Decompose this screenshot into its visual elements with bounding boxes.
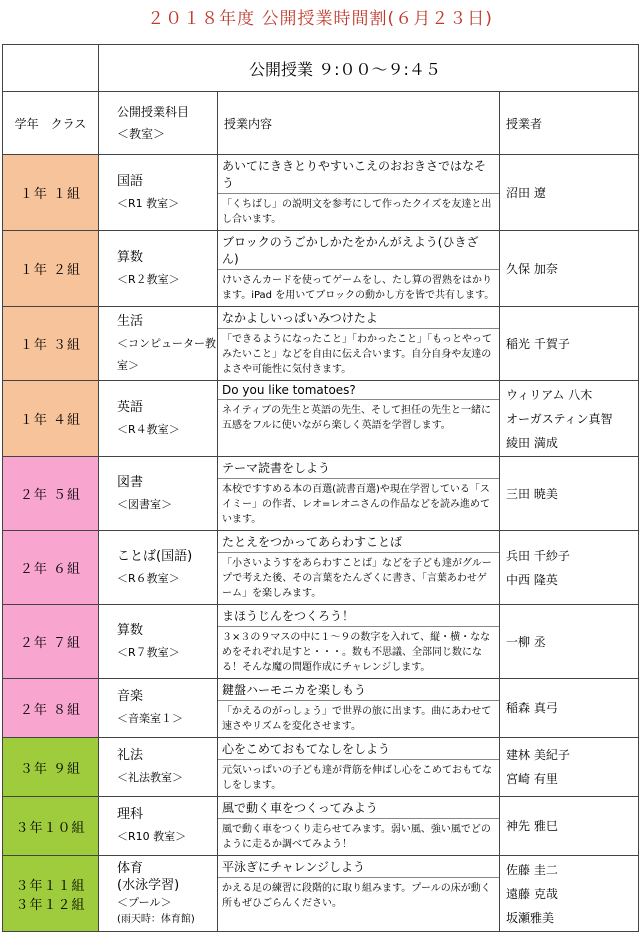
table-row — [3, 856, 639, 932]
lesson-title: 心をこめておもてなしをしよう — [218, 738, 499, 760]
grade-class: １年 １組 — [3, 155, 99, 231]
teacher-header: 授業者 — [500, 92, 639, 155]
content-cell — [218, 856, 500, 932]
content-cell — [218, 679, 500, 738]
lesson-desc: 「できるようになったこと」「わかったこと」「もっとやってみたいこと」などを自由に伝え合います。自分自身や友達のよさや可能性に気付きます。 — [222, 334, 492, 375]
subject-cell — [99, 605, 218, 679]
lesson-desc: 元気いっぱいの子ども達が背筋を伸ばし心をこめておもてなしをします。 — [222, 765, 492, 791]
subject-name: 音楽 — [117, 689, 144, 704]
teacher-name: 一柳 丞 — [506, 634, 546, 649]
room-name: ＜礼法教室＞ — [117, 771, 183, 784]
lesson-title: まほうじんをつくろう！ — [218, 605, 499, 627]
subject-cell — [99, 231, 218, 307]
room-name: ＜R1 教室＞ — [117, 196, 180, 210]
room-name: ＜R７教室＞ — [117, 645, 180, 659]
grade-class: ２年 ７組 — [3, 605, 99, 679]
teacher-cell — [500, 605, 639, 679]
room-note: (雨天時：体育館) — [117, 913, 195, 925]
subject-name: 理科 — [117, 807, 144, 822]
lesson-desc: 風で動く車をつくり走らせてみます。弱い風、強い風でどのように走るか調べてみよう！ — [222, 824, 491, 850]
teacher-name: 沼田 遼 — [506, 185, 546, 200]
subject-header-label: 公開授業科目 — [117, 105, 190, 119]
lesson-desc: けいさんカードを使ってゲームをし、たし算の習熟をはかります。iPad を用いてブロックの動かし方を皆で共有します。 — [222, 275, 495, 301]
table-row — [3, 231, 639, 307]
subject-cell — [99, 381, 218, 457]
subject-cell — [99, 797, 218, 856]
teacher-name: 遠藤 克哉 — [506, 886, 558, 901]
subject-name: 図書 — [117, 474, 144, 490]
lesson-title: 鍵盤ハーモニカを楽しもう — [218, 679, 499, 701]
table-row — [3, 381, 639, 457]
teacher-name: 稲光 千賀子 — [506, 336, 570, 351]
grade-class: ３年 ９組 — [3, 738, 99, 797]
teacher-name: オーガスティン真智 — [506, 411, 613, 426]
content-cell — [218, 531, 500, 605]
content-cell — [218, 457, 500, 531]
content-header: 授業内容 — [218, 92, 500, 155]
subject-cell — [99, 307, 218, 381]
teacher-name: 中西 隆英 — [506, 572, 558, 587]
teacher-name: 坂瀬雅美 — [506, 910, 555, 925]
teacher-cell — [500, 679, 639, 738]
room-name: ＜R６教室＞ — [117, 571, 180, 585]
subject-header — [99, 92, 218, 155]
grade-class: ３年１０組 — [3, 797, 99, 856]
subject-name-sub: (水泳学習) — [117, 877, 180, 893]
blank-cell — [3, 45, 99, 92]
lesson-title: あいてにききとりやすいこえのおおきさではなそう — [218, 155, 499, 194]
grade-class-line: ３年１１組 — [15, 878, 86, 894]
teacher-name: 稲森 真弓 — [506, 701, 558, 715]
lesson-title: ブロックのうごかしかたをかんがえよう(ひきざん) — [218, 231, 499, 270]
teacher-cell — [500, 797, 639, 856]
lesson-desc: 「かえるのがっしょう」で世界の旅に出ます。曲にあわせて速さやリズムを変化させます。 — [222, 706, 492, 732]
subject-cell — [99, 155, 218, 231]
table-row — [3, 797, 639, 856]
table-row — [3, 605, 639, 679]
lesson-title: たとえをつかってあらわすことば — [218, 531, 499, 553]
room-header-label: ＜教室＞ — [117, 127, 166, 141]
room-name: ＜コンピューター教室＞ — [117, 336, 216, 372]
table-row — [3, 738, 639, 797]
grade-class: １年 ４組 — [3, 381, 99, 457]
room-name: ＜図書室＞ — [117, 497, 172, 511]
teacher-name: 神先 雅巳 — [506, 819, 558, 833]
grade-class: ２年 ８組 — [3, 679, 99, 738]
teacher-cell — [500, 155, 639, 231]
lesson-title: テーマ読書をしよう — [218, 457, 499, 479]
content-cell — [218, 307, 500, 381]
subject-name: 算数 — [117, 249, 144, 265]
table-row — [3, 679, 639, 738]
grade-class-line: ３年１２組 — [15, 897, 86, 913]
grade-header: 学年 クラス — [3, 92, 99, 155]
table-row — [3, 307, 639, 381]
teacher-name: 佐藤 圭二 — [506, 862, 558, 877]
grade-class: ２年 ５組 — [3, 457, 99, 531]
content-cell — [218, 797, 500, 856]
teacher-cell — [500, 231, 639, 307]
room-name: ＜R10 教室＞ — [117, 830, 187, 843]
timetable — [2, 44, 639, 932]
lesson-title: 風で動く車をつくってみよう — [218, 797, 499, 819]
content-cell — [218, 738, 500, 797]
teacher-name: ウィリアム 八木 — [506, 387, 593, 402]
teacher-name: 綾田 満成 — [506, 435, 558, 450]
lesson-desc: 本校ですすめる本の百選(読書百選)や現在学習している「スイミー」の作者、レオ=レオニさんの作品などを読み進めています。 — [222, 484, 490, 525]
lesson-desc: 「くちばし」の説明文を参考にして作ったクイズを友達と出し合います。 — [222, 199, 492, 225]
teacher-name: 宮崎 有里 — [506, 772, 558, 786]
subject-cell — [99, 531, 218, 605]
grade-class: １年 ３組 — [3, 307, 99, 381]
room-name: ＜プール＞ — [117, 895, 172, 909]
lesson-title: なかよしいっぱいみつけたよ — [218, 307, 499, 329]
room-name: ＜R２教室＞ — [117, 272, 180, 286]
subject-name: 算数 — [117, 622, 144, 638]
lesson-desc: 「小さいようすをあらわすことば」などを子ども達がグループで考えた後、その言葉をたんざくに書き、「言葉あわせゲーム」を楽しみます。 — [222, 558, 492, 599]
lesson-title: Do you like tomatoes? — [218, 381, 499, 400]
teacher-cell — [500, 738, 639, 797]
content-cell — [218, 381, 500, 457]
teacher-cell — [500, 531, 639, 605]
table-row — [3, 531, 639, 605]
subject-name: 体育 — [117, 860, 144, 876]
subject-name: 生活 — [117, 313, 144, 329]
room-name: ＜R４教室＞ — [117, 422, 180, 436]
table-row — [3, 457, 639, 531]
grade-class — [3, 856, 99, 932]
teacher-cell — [500, 457, 639, 531]
teacher-cell — [500, 856, 639, 932]
grade-class: １年 ２組 — [3, 231, 99, 307]
lesson-desc: ネイティブの先生と英語の先生、そして担任の先生と一緒に五感をフルに使いながら楽しく英語を学習します。 — [222, 405, 491, 431]
subject-name: ことば(国語) — [117, 548, 193, 564]
subject-cell — [99, 457, 218, 531]
subject-cell — [99, 738, 218, 797]
session-row — [3, 45, 639, 92]
teacher-name: 兵田 千紗子 — [506, 548, 570, 563]
content-cell — [218, 605, 500, 679]
session-time: 公開授業 ９:００〜９:４５ — [99, 45, 639, 92]
lesson-desc: ３×３の９マスの中に１〜９の数字を入れて、縦・横・ななめをそれぞれ足すと・・・。数も不思議、全部同じ数になる！そんな魔の問題作成にチャレンジします。 — [222, 632, 491, 673]
teacher-cell — [500, 307, 639, 381]
teacher-cell — [500, 381, 639, 457]
column-header-row — [3, 92, 639, 155]
lesson-title: 平泳ぎにチャレンジしよう — [218, 856, 499, 878]
lesson-desc: かえる足の練習に段階的に取り組みます。プールの床が動く所もぜひごらんください。 — [222, 883, 491, 909]
subject-name: 英語 — [117, 399, 144, 415]
teacher-name: 建林 美紀子 — [506, 748, 570, 762]
teacher-name: 久保 加奈 — [506, 261, 558, 276]
subject-name: 礼法 — [117, 748, 144, 763]
content-cell — [218, 231, 500, 307]
content-cell — [218, 155, 500, 231]
room-name: ＜音楽室１＞ — [117, 712, 183, 725]
subject-name: 国語 — [117, 173, 144, 189]
page-title: ２０１８年度 公開授業時間割(６月２３日) — [147, 9, 493, 29]
teacher-name: 三田 暁美 — [506, 486, 558, 501]
subject-cell — [99, 679, 218, 738]
subject-cell — [99, 856, 218, 932]
grade-class: ２年 ６組 — [3, 531, 99, 605]
table-row — [3, 155, 639, 231]
